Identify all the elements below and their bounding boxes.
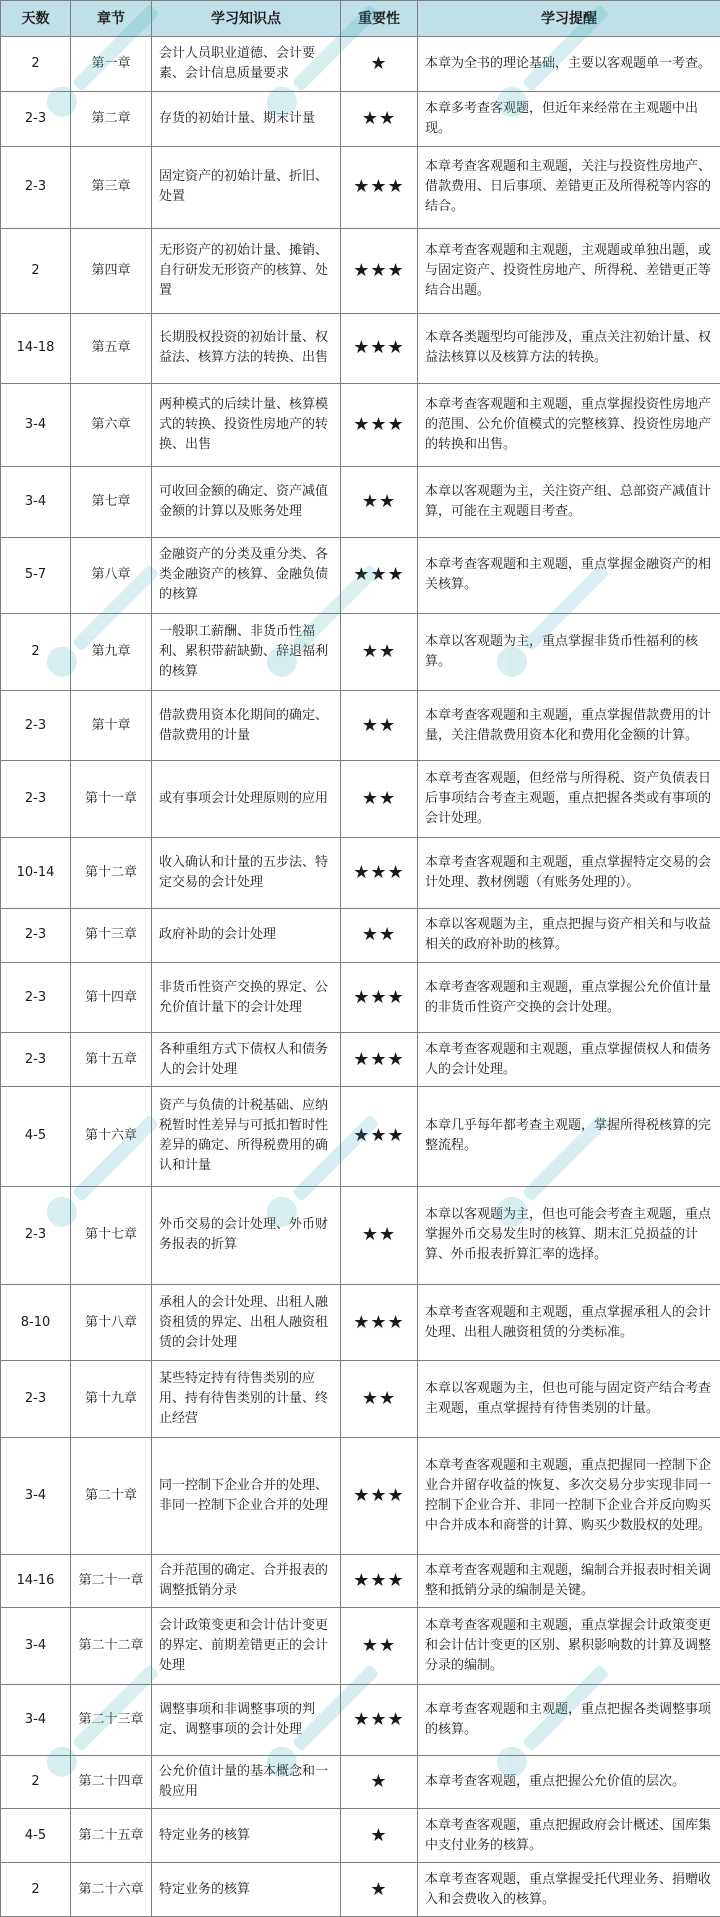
chapter-cell: 第二十一章	[71, 1554, 152, 1608]
days-cell: 2-3	[1, 146, 71, 228]
points-cell: 某些特定持有待售类别的应用、持有待售类别的计量、终止经营	[152, 1361, 341, 1438]
table-row	[1, 1033, 720, 1087]
points-cell: 政府补助的会计处理	[152, 908, 341, 962]
reminder-cell: 本章考查客观题和主观题，重点掌握承租人的会计处理、出租人融资租赁的分类标准。	[418, 1284, 720, 1361]
reminder-cell: 本章几乎每年都考查主观题，掌握所得税核算的完整流程。	[418, 1087, 720, 1186]
points-cell: 一般职工薪酬、非货币性福利、累积带薪缺勤、辞退福利的核算	[152, 614, 341, 691]
points-cell: 合并范围的确定、合并报表的调整抵销分录	[152, 1554, 341, 1608]
table-row	[1, 614, 720, 691]
chapter-cell: 第三章	[71, 146, 152, 228]
importance-stars: ★★★	[341, 313, 418, 384]
table-row	[1, 1863, 720, 1917]
header-reminder: 学习提醒	[418, 1, 720, 37]
days-cell: 3-4	[1, 1608, 71, 1685]
table-row	[1, 838, 720, 909]
points-cell: 借款费用资本化期间的确定、借款费用的计量	[152, 690, 341, 761]
table-row	[1, 91, 720, 146]
reminder-cell: 本章以客观题为主，重点把握与资产相关和与收益相关的政府补助的核算。	[418, 908, 720, 962]
reminder-cell: 本章考查客观题和主观题，重点把握同一控制下企业合并留存收益的恢复、多次交易分步实现非同一控制下企业合并、非同一控制下企业合并反向购买中合并成本和商誉的计算、购买少数股权的处理。	[418, 1437, 720, 1554]
days-cell: 2-3	[1, 908, 71, 962]
points-cell: 特定业务的核算	[152, 1809, 341, 1863]
importance-stars: ★★	[341, 466, 418, 537]
points-cell: 调整事项和非调整事项的判定、调整事项的会计处理	[152, 1684, 341, 1755]
importance-stars: ★★	[341, 908, 418, 962]
points-cell: 各种重组方式下债权人和债务人的会计处理	[152, 1033, 341, 1087]
days-cell: 3-4	[1, 1437, 71, 1554]
days-cell: 3-4	[1, 466, 71, 537]
importance-stars: ★★★	[341, 537, 418, 614]
importance-stars: ★★★	[341, 384, 418, 466]
reminder-cell: 本章考查客观题，重点把握政府会计概述、国库集中支付业务的核算。	[418, 1809, 720, 1863]
points-cell: 会计人员职业道德、会计要素、会计信息质量要求	[152, 37, 341, 92]
days-cell: 8-10	[1, 1284, 71, 1361]
reminder-cell: 本章考查客观题和主观题，主观题或单独出题，或与固定资产、投资性房地产、所得税、差错更正等结合出题。	[418, 228, 720, 313]
table-row	[1, 313, 720, 384]
table-row	[1, 37, 720, 92]
days-cell: 10-14	[1, 838, 71, 909]
table-row	[1, 1361, 720, 1438]
reminder-cell: 本章考查客观题和主观题，重点掌握特定交易的会计处理、教材例题（有账务处理的）。	[418, 838, 720, 909]
importance-stars: ★★	[341, 91, 418, 146]
importance-stars: ★★★	[341, 1684, 418, 1755]
importance-stars: ★★	[341, 1361, 418, 1438]
importance-stars: ★	[341, 1809, 418, 1863]
reminder-cell: 本章为全书的理论基础，主要以客观题单一考查。	[418, 37, 720, 92]
table-row	[1, 962, 720, 1033]
header-days: 天数	[1, 1, 71, 37]
reminder-cell: 本章考查客观题，重点掌握受托代理业务、捐赠收入和会费收入的核算。	[418, 1863, 720, 1917]
days-cell: 2	[1, 1755, 71, 1809]
chapter-cell: 第一章	[71, 37, 152, 92]
importance-stars: ★★★	[341, 1284, 418, 1361]
points-cell: 可收回金额的确定、资产减值金额的计算以及账务处理	[152, 466, 341, 537]
chapter-cell: 第十四章	[71, 962, 152, 1033]
reminder-cell: 本章考查客观题和主观题，重点掌握借款费用的计量，关注借款费用资本化和费用化金额的计算。	[418, 690, 720, 761]
days-cell: 2-3	[1, 91, 71, 146]
days-cell: 3-4	[1, 384, 71, 466]
reminder-cell: 本章以客观题为主，重点掌握非货币性福利的核算。	[418, 614, 720, 691]
chapter-cell: 第十一章	[71, 761, 152, 838]
chapter-cell: 第十九章	[71, 1361, 152, 1438]
table-row	[1, 537, 720, 614]
chapter-cell: 第七章	[71, 466, 152, 537]
importance-stars: ★★	[341, 1186, 418, 1284]
importance-stars: ★★★	[341, 1087, 418, 1186]
chapter-cell: 第五章	[71, 313, 152, 384]
reminder-cell: 本章考查客观题和主观题，重点掌握金融资产的相关核算。	[418, 537, 720, 614]
days-cell: 4-5	[1, 1087, 71, 1186]
days-cell: 5-7	[1, 537, 71, 614]
table-row	[1, 228, 720, 313]
chapter-cell: 第二十四章	[71, 1755, 152, 1809]
importance-stars: ★★★	[341, 962, 418, 1033]
chapter-cell: 第二十五章	[71, 1809, 152, 1863]
reminder-cell: 本章考查客观题和主观题，重点掌握会计政策变更和会计估计变更的区别、累积影响数的计算及调整分录的编制。	[418, 1608, 720, 1685]
days-cell: 2-3	[1, 761, 71, 838]
table-row	[1, 384, 720, 466]
days-cell: 4-5	[1, 1809, 71, 1863]
reminder-cell: 本章多考查客观题，但近年来经常在主观题中出现。	[418, 91, 720, 146]
reminder-cell: 本章考查客观题和主观题，编制合并报表时相关调整和抵销分录的编制是关键。	[418, 1554, 720, 1608]
chapter-cell: 第六章	[71, 384, 152, 466]
days-cell: 2	[1, 37, 71, 92]
reminder-cell: 本章考查客观题，但经常与所得税、资产负债表日后事项结合考查主观题，重点把握各类或有事项的会计处理。	[418, 761, 720, 838]
importance-stars: ★★★	[341, 838, 418, 909]
reminder-cell: 本章考查客观题和主观题，重点掌握债权人和债务人的会计处理。	[418, 1033, 720, 1087]
days-cell: 14-16	[1, 1554, 71, 1608]
chapter-cell: 第二十章	[71, 1437, 152, 1554]
importance-stars: ★★	[341, 761, 418, 838]
table-row	[1, 1809, 720, 1863]
table-row	[1, 1755, 720, 1809]
chapter-cell: 第二十二章	[71, 1608, 152, 1685]
importance-stars: ★★★	[341, 146, 418, 228]
points-cell: 同一控制下企业合并的处理、非同一控制下企业合并的处理	[152, 1437, 341, 1554]
importance-stars: ★★	[341, 1608, 418, 1685]
chapter-cell: 第十七章	[71, 1186, 152, 1284]
reminder-cell: 本章以客观题为主，但也可能与固定资产结合考查主观题，重点掌握持有待售类别的计量。	[418, 1361, 720, 1438]
importance-stars: ★★	[341, 690, 418, 761]
points-cell: 非货币性资产交换的界定、公允价值计量下的会计处理	[152, 962, 341, 1033]
chapter-cell: 第八章	[71, 537, 152, 614]
points-cell: 承租人的会计处理、出租人融资租赁的界定、出租人融资租赁的会计处理	[152, 1284, 341, 1361]
days-cell: 14-18	[1, 313, 71, 384]
table-row	[1, 1554, 720, 1608]
days-cell: 2-3	[1, 1033, 71, 1087]
points-cell: 会计政策变更和会计估计变更的界定、前期差错更正的会计处理	[152, 1608, 341, 1685]
days-cell: 2-3	[1, 1186, 71, 1284]
importance-stars: ★★★	[341, 1437, 418, 1554]
points-cell: 或有事项会计处理原则的应用	[152, 761, 341, 838]
points-cell: 存货的初始计量、期末计量	[152, 91, 341, 146]
table-row	[1, 1284, 720, 1361]
chapter-cell: 第十三章	[71, 908, 152, 962]
importance-stars: ★	[341, 1863, 418, 1917]
reminder-cell: 本章考查客观题和主观题，重点把握各类调整事项的核算。	[418, 1684, 720, 1755]
days-cell: 2	[1, 1863, 71, 1917]
importance-stars: ★★★	[341, 228, 418, 313]
points-cell: 资产与负债的计税基础、应纳税暂时性差异与可抵扣暂时性差异的确定、所得税费用的确认和计量	[152, 1087, 341, 1186]
chapter-cell: 第十章	[71, 690, 152, 761]
table-row	[1, 1437, 720, 1554]
importance-stars: ★	[341, 37, 418, 92]
reminder-cell: 本章各类题型均可能涉及，重点关注初始计量、权益法核算以及核算方法的转换。	[418, 313, 720, 384]
chapter-cell: 第二章	[71, 91, 152, 146]
points-cell: 外币交易的会计处理、外币财务报表的折算	[152, 1186, 341, 1284]
days-cell: 2-3	[1, 1361, 71, 1438]
points-cell: 收入确认和计量的五步法、特定交易的会计处理	[152, 838, 341, 909]
table-row	[1, 1684, 720, 1755]
table-row	[1, 908, 720, 962]
chapter-cell: 第二十三章	[71, 1684, 152, 1755]
chapter-cell: 第四章	[71, 228, 152, 313]
points-cell: 无形资产的初始计量、摊销、自行研发无形资产的核算、处置	[152, 228, 341, 313]
chapter-cell: 第十六章	[71, 1087, 152, 1186]
reminder-cell: 本章考查客观题和主观题，重点掌握公允价值计量的非货币性资产交换的会计处理。	[418, 962, 720, 1033]
points-cell: 固定资产的初始计量、折旧、处置	[152, 146, 341, 228]
table-row	[1, 761, 720, 838]
table-row	[1, 1087, 720, 1186]
reminder-cell: 本章考查客观题和主观题，重点掌握投资性房地产的范围、公允价值模式的完整核算、投资性房地产的转换和出售。	[418, 384, 720, 466]
table-row	[1, 1608, 720, 1685]
table-row	[1, 690, 720, 761]
header-importance: 重要性	[341, 1, 418, 37]
reminder-cell: 本章以客观题为主，关注资产组、总部资产减值计算，可能在主观题目考查。	[418, 466, 720, 537]
reminder-cell: 本章考查客观题，重点把握公允价值的层次。	[418, 1755, 720, 1809]
reminder-cell: 本章考查客观题和主观题，关注与投资性房地产、借款费用、日后事项、差错更正及所得税等内容的结合。	[418, 146, 720, 228]
table-row	[1, 466, 720, 537]
chapter-cell: 第十五章	[71, 1033, 152, 1087]
chapter-cell: 第二十六章	[71, 1863, 152, 1917]
table-row	[1, 146, 720, 228]
points-cell: 两种模式的后续计量、核算模式的转换、投资性房地产的转换、出售	[152, 384, 341, 466]
points-cell: 长期股权投资的初始计量、权益法、核算方法的转换、出售	[152, 313, 341, 384]
importance-stars: ★	[341, 1755, 418, 1809]
importance-stars: ★★★	[341, 1033, 418, 1087]
chapter-cell: 第十八章	[71, 1284, 152, 1361]
reminder-cell: 本章以客观题为主，但也可能会考查主观题，重点掌握外币交易发生时的核算、期末汇兑损益的计算、外币报表折算汇率的选择。	[418, 1186, 720, 1284]
points-cell: 公允价值计量的基本概念和一般应用	[152, 1755, 341, 1809]
points-cell: 特定业务的核算	[152, 1863, 341, 1917]
header-points: 学习知识点	[152, 1, 341, 37]
days-cell: 3-4	[1, 1684, 71, 1755]
chapter-cell: 第九章	[71, 614, 152, 691]
points-cell: 金融资产的分类及重分类、各类金融资产的核算、金融负债的核算	[152, 537, 341, 614]
days-cell: 2-3	[1, 962, 71, 1033]
days-cell: 2	[1, 614, 71, 691]
table-row	[1, 1186, 720, 1284]
chapter-cell: 第十二章	[71, 838, 152, 909]
importance-stars: ★★★	[341, 1554, 418, 1608]
table-header-row	[1, 1, 720, 37]
header-chapter: 章节	[71, 1, 152, 37]
days-cell: 2	[1, 228, 71, 313]
days-cell: 2-3	[1, 690, 71, 761]
importance-stars: ★★	[341, 614, 418, 691]
